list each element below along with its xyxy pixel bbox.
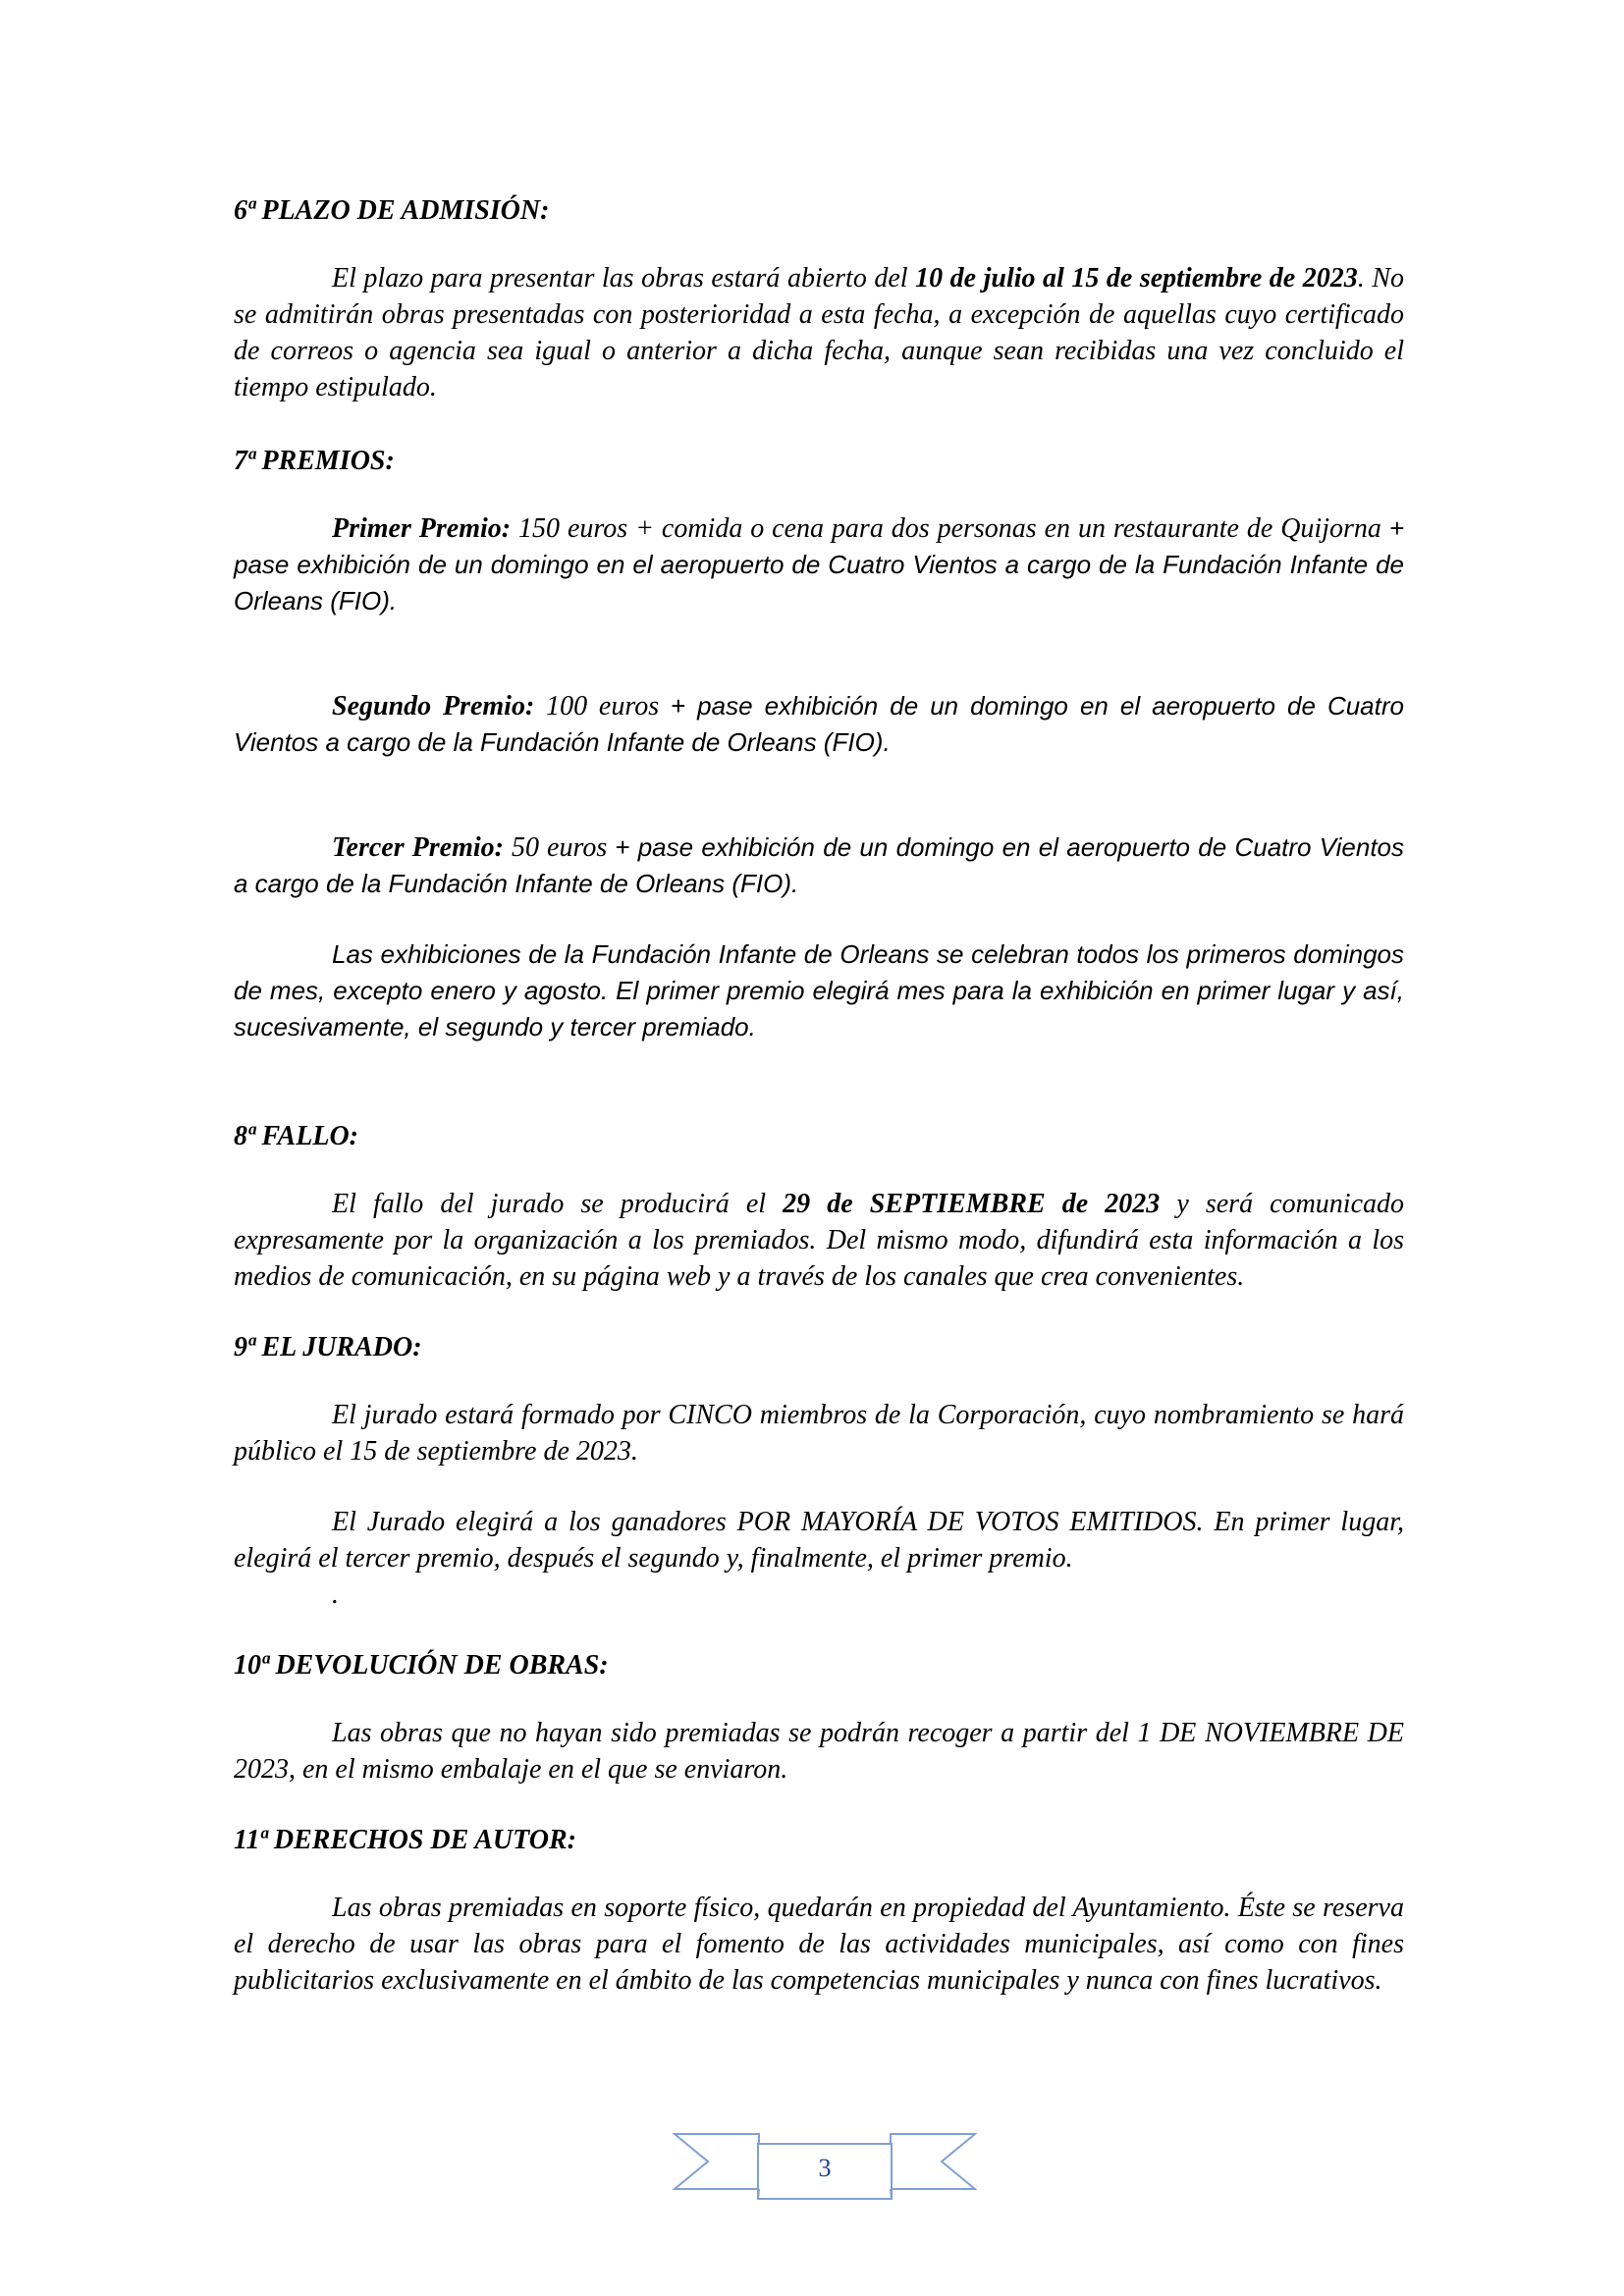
stray-dot: . [332, 1579, 339, 1610]
section-heading-devolucion: 10ª DEVOLUCIÓN DE OBRAS: [234, 1650, 609, 1681]
document-body [234, 192, 1404, 1999]
section-heading-fallo: 8ª FALLO: [234, 1121, 358, 1151]
prize-second [234, 688, 1404, 761]
text-run: El fallo del jurado se producirá el [332, 1189, 784, 1219]
section-heading-derechos: 11ª DERECHOS DE AUTOR: [234, 1825, 576, 1855]
text-run: y será comunicado expresamente por la organización a los premiados. Del mismo modo, difundirá esta información a los medios de comunicación, en su página web y a través de los canales que crea convenientes. [234, 1189, 1404, 1292]
section-paragraph: El jurado estará formado por CINCO miembros de la Corporación, cuyo nombramiento se hará público el 15 de septiembre de 2023. [234, 1400, 1404, 1467]
prize-label: Segundo Premio: [332, 691, 535, 721]
section-paragraph: Las obras que no hayan sido premiadas se podrán recoger a partir del 1 DE NOVIEMBRE DE 2023, en el mismo embalaje en el que se enviaron. [234, 1718, 1404, 1785]
prize-first [234, 510, 1404, 619]
section-paragraph: Las obras premiadas en soporte físico, quedarán en propiedad del Ayuntamiento. Éste se reserva el derecho de usar las obras para el fomento de las actividades municipales, así como con fines publicitarios exclusivamente en el ámbito de las competencias municipales y nunca con fines lucrativos. [234, 1893, 1404, 1996]
text-run: El plazo para presentar las obras estará abierto del [332, 263, 916, 294]
date-range: 10 de julio al 15 de septiembre de 2023 [915, 263, 1358, 294]
text-run: 150 euros + comida o cena para dos personas en un restaurante de Quijorna [511, 513, 1389, 544]
text-run: . No se admitirán obras presentadas con posterioridad a esta fecha, a excepción de aquellas cuyo certificado de correos o agencia sea igual o anterior a dicha fecha, aunque sean recibidas una vez concluido el tiempo estipulado. [234, 263, 1404, 402]
prize-third [234, 829, 1404, 902]
section-heading-jurado: 9ª EL JURADO: [234, 1332, 422, 1362]
text-run: + pase exhibición de un domingo en el aeropuerto de Cuatro Vientos a cargo de la Fundación Infante de Orleans (FIO). [234, 832, 1405, 898]
prize-label: Tercer Premio: [332, 832, 504, 863]
page-number: 3 [818, 2154, 832, 2182]
text-run: 50 euros [503, 832, 616, 863]
verdict-date: 29 de SEPTIEMBRE de 2023 [783, 1189, 1161, 1219]
text-run: + pase exhibición de un domingo en el aeropuerto de Cuatro Vientos a cargo de la Fundación Infante de Orleans (FIO). [234, 513, 1404, 615]
section-paragraph [234, 1186, 1404, 1295]
section-heading-premios: 7ª PREMIOS: [234, 446, 395, 476]
section-heading-plazo: 6ª PLAZO DE ADMISIÓN: [234, 195, 550, 226]
section-paragraph [234, 260, 1404, 405]
exhibitions-paragraph: Las exhibiciones de la Fundación Infante de Orleans se celebran todos los primeros domingos de mes, excepto enero y agosto. El primer premio elegirá mes para la exhibición en primer lugar y así, sucesivamente, el segundo y tercer premiado. [234, 939, 1404, 1041]
prize-label: Primer Premio: [332, 513, 512, 544]
section-paragraph: El Jurado elegirá a los ganadores POR MAYORÍA DE VOTOS EMITIDOS. En primer lugar, elegirá el tercer premio, después el segundo y, finalmente, el primer premio. [234, 1507, 1404, 1574]
text-run: + pase exhibición de un domingo en el aeropuerto de Cuatro Vientos a cargo de la Fundación Infante de Orleans (FIO). [234, 691, 1404, 757]
text-run: 100 euros [534, 691, 671, 721]
